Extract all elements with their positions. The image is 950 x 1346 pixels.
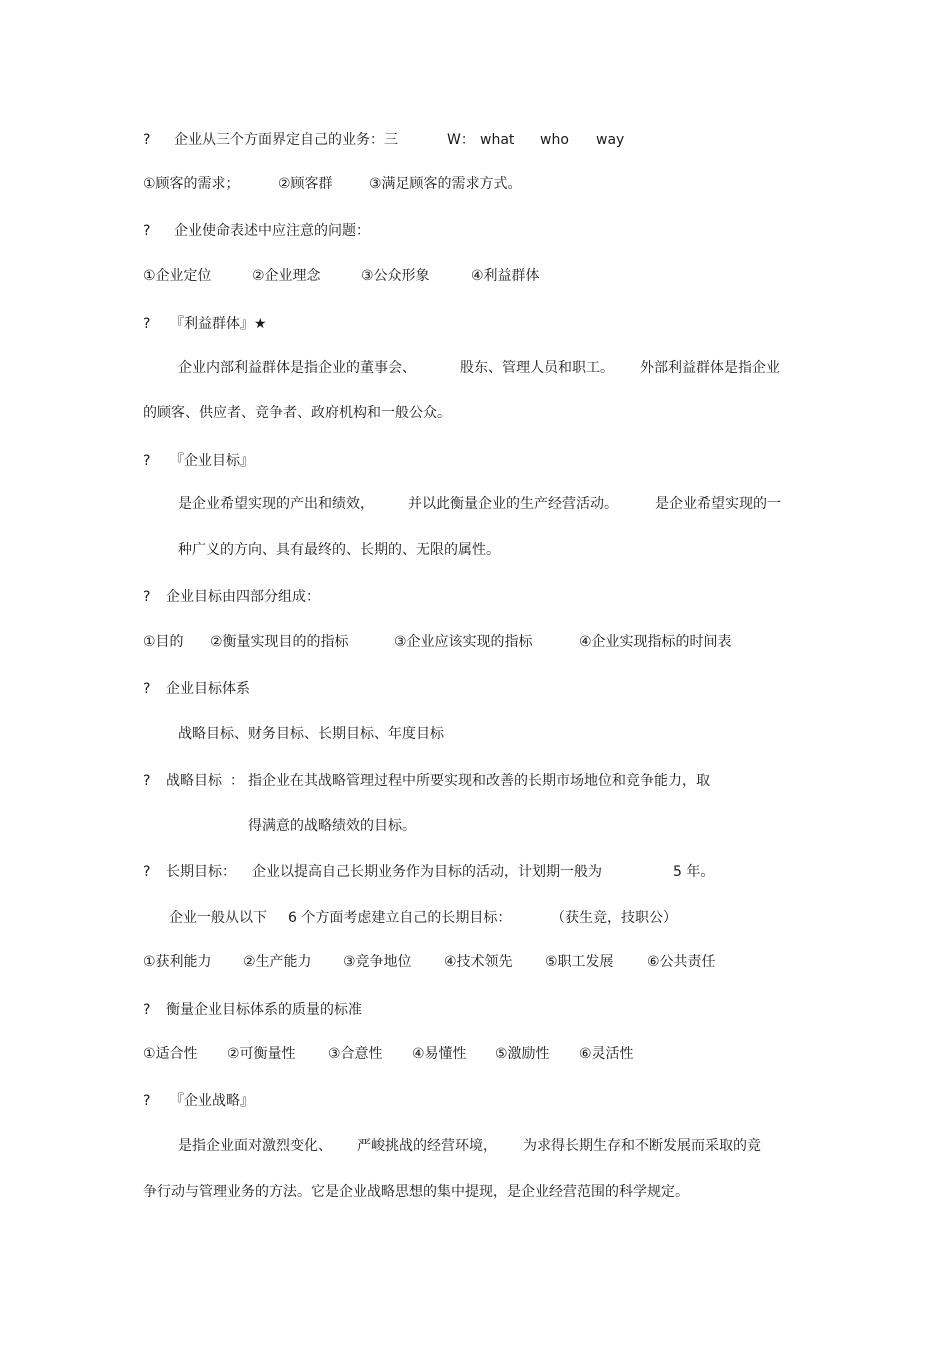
item-motivation: ⑤激励性 bbox=[495, 1046, 550, 1062]
item-productivity: ②生产能力 bbox=[243, 954, 312, 970]
bullet: ? bbox=[143, 453, 151, 469]
item-positioning: ①企业定位 bbox=[143, 268, 212, 284]
item-measure-index: ②衡量实现目的的指标 bbox=[210, 634, 349, 650]
item-public-image: ③公众形象 bbox=[361, 268, 430, 284]
six-aspects-mnemonic: （获生竞，技职公） bbox=[551, 910, 677, 926]
item-purpose: ①目的 bbox=[143, 634, 184, 650]
item-customer-groups: ②顾客群 bbox=[278, 176, 333, 192]
strategy-def-c: 为求得长期生存和不断发展而采取的竞 bbox=[523, 1138, 761, 1154]
bullet: ? bbox=[143, 864, 151, 880]
long-term-objective-period: 5 年。 bbox=[673, 864, 715, 880]
what-word: what bbox=[480, 132, 515, 148]
item-target-index: ③企业应该实现的指标 bbox=[394, 634, 533, 650]
objectives-system-items: 战略目标、财务目标、长期目标、年度目标 bbox=[178, 726, 444, 742]
item-public-responsibility: ⑥公共责任 bbox=[647, 954, 716, 970]
strategy-title: 『企业战略』 bbox=[170, 1093, 254, 1109]
objectives-def-c: 是企业希望实现的一 bbox=[655, 496, 781, 512]
bullet: ? bbox=[143, 589, 151, 605]
item-suitability: ①适合性 bbox=[143, 1046, 198, 1062]
item-philosophy: ②企业理念 bbox=[252, 268, 321, 284]
strategic-objective-def: 指企业在其战略管理过程中所要实现和改善的长期市场地位和竞争能力，取 bbox=[248, 773, 710, 789]
strategic-objective-def-2: 得满意的战略绩效的目标。 bbox=[248, 818, 416, 834]
internal-stakeholders-text: 企业内部利益群体是指企业的董事会、 bbox=[178, 360, 416, 376]
item-employee-development: ⑤职工发展 bbox=[545, 954, 614, 970]
business-definition-text: 企业从三个方面界定自己的业务：三 bbox=[174, 132, 398, 148]
who-word: who bbox=[540, 132, 569, 148]
objectives-parts-text: 企业目标由四部分组成： bbox=[166, 589, 320, 605]
item-stakeholders: ④利益群体 bbox=[471, 268, 540, 284]
item-understandability: ④易懂性 bbox=[412, 1046, 467, 1062]
six-aspects-a: 企业一般从以下 bbox=[169, 910, 267, 926]
item-customer-needs: ①顾客的需求； bbox=[143, 176, 240, 192]
item-competitive-position: ③竞争地位 bbox=[343, 954, 412, 970]
mission-issues-text: 企业使命表述中应注意的问题： bbox=[174, 223, 370, 239]
item-profitability: ①获利能力 bbox=[143, 954, 212, 970]
stakeholders-title: 『利益群体』★ bbox=[170, 316, 267, 332]
objectives-title: 『企业目标』 bbox=[170, 453, 254, 469]
item-timetable: ④企业实现指标的时间表 bbox=[579, 634, 732, 650]
bullet: ? bbox=[143, 316, 151, 332]
item-satisfaction-method: ③满足顾客的需求方式。 bbox=[369, 176, 522, 192]
six-aspects-b: 6 个方面考虑建立自己的长期目标： bbox=[288, 910, 512, 926]
long-term-objective-def: 企业以提高自己长期业务作为目标的活动，计划期一般为 bbox=[252, 864, 602, 880]
bullet: ? bbox=[143, 773, 151, 789]
quality-standards-text: 衡量企业目标体系的质量的标准 bbox=[166, 1002, 362, 1018]
bullet: ? bbox=[143, 132, 151, 148]
bullet: ? bbox=[143, 223, 151, 239]
item-tech-leadership: ④技术领先 bbox=[444, 954, 513, 970]
way-word: way bbox=[596, 132, 625, 148]
strategy-def-d: 争行动与管理业务的方法。它是企业战略思想的集中提现，是企业经营范围的科学规定。 bbox=[143, 1184, 689, 1200]
strategy-def-a: 是指企业面对激烈变化、 bbox=[178, 1138, 332, 1154]
strategic-objective-term: 战略目标 bbox=[166, 773, 222, 789]
external-stakeholders-text: 外部利益群体是指企业 bbox=[640, 360, 780, 376]
bullet: ? bbox=[143, 1093, 151, 1109]
objectives-def-d: 种广义的方向、具有最终的、长期的、无限的属性。 bbox=[178, 542, 500, 558]
item-flexibility: ⑥灵活性 bbox=[579, 1046, 634, 1062]
objectives-def-a: 是企业希望实现的产出和绩效， bbox=[178, 496, 374, 512]
objectives-def-b: 并以此衡量企业的生产经营活动。 bbox=[408, 496, 618, 512]
external-stakeholders-text-2: 的顾客、供应者、竞争者、政府机构和一般公众。 bbox=[143, 405, 451, 421]
w-label: W： bbox=[447, 132, 475, 148]
objectives-system-text: 企业目标体系 bbox=[166, 681, 250, 697]
strategy-def-b: 严峻挑战的经营环境， bbox=[357, 1138, 497, 1154]
internal-stakeholders-text-2: 股东、管理人员和职工。 bbox=[460, 360, 614, 376]
item-desirability: ③合意性 bbox=[328, 1046, 383, 1062]
bullet: ? bbox=[143, 1002, 151, 1018]
long-term-objective-term: 长期目标： bbox=[166, 864, 236, 880]
bullet: ? bbox=[143, 681, 151, 697]
strategic-objective-colon: ： bbox=[230, 773, 244, 789]
item-measurability: ②可衡量性 bbox=[227, 1046, 296, 1062]
